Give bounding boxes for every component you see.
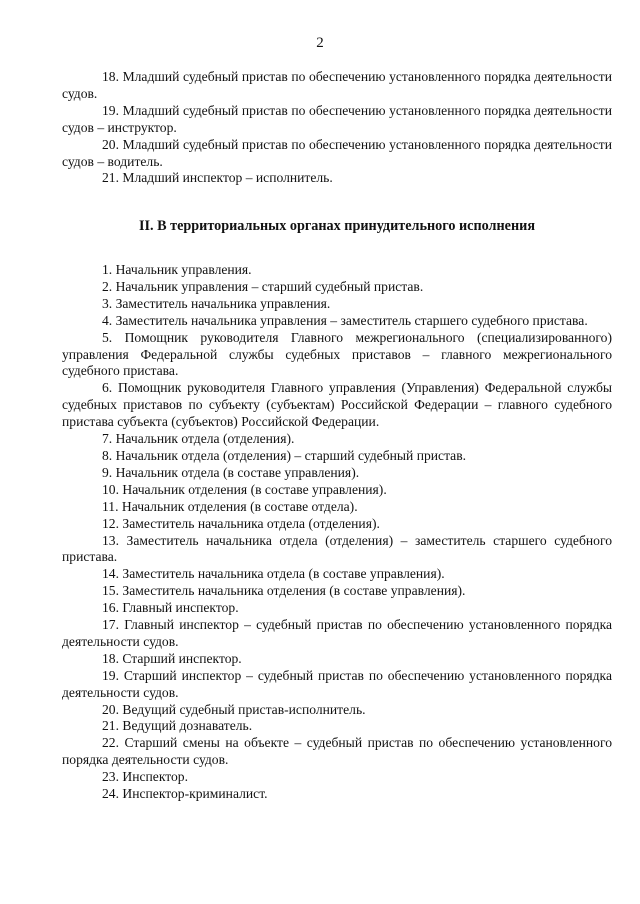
list-item: 23. Инспектор. [102,769,189,785]
page-number: 2 [316,35,324,51]
list-item: 6. Помощник руководителя Главного управления (Управления) Федеральной службы судебных приставов по субъекту (субъектам) Российской Федерации – главного судебного пристава субъекта (субъектов) Российской Федерации. [62,380,612,430]
list-item: 24. Инспектор-криминалист. [102,786,268,802]
list-item: 14. Заместитель начальника отдела (в составе управления). [102,566,445,582]
list-item: 5. Помощник руководителя Главного межрегионального (специализированного) управления Федеральной службы судебных приставов – главного межрегионального судебного пристава. [62,329,612,379]
list-item: 22. Старший смены на объекте – судебный пристав по обеспечению установленного порядка деятельности судов. [62,735,612,768]
list-item: 21. Ведущий дознаватель. [102,718,253,734]
list-item: 3. Заместитель начальника управления. [102,295,331,311]
list-item: 13. Заместитель начальника отдела (отделения) – заместитель старшего судебного пристава. [62,532,612,565]
list-item: 18. Старший инспектор. [102,650,242,666]
list-item: 18. Младший судебный пристав по обеспечению установленного порядка деятельности судов. [62,69,612,101]
list-item: 10. Начальник отделения (в составе управления). [102,481,387,497]
list-item: 12. Заместитель начальника отдела (отделения). [102,515,380,531]
list-item: 16. Главный инспектор. [102,600,239,616]
list-item: 11. Начальник отделения (в составе отдела). [102,498,358,514]
list-item: 21. Младший инспектор – исполнитель. [102,170,333,186]
list-item: 2. Начальник управления – старший судебный пристав. [102,278,424,294]
list-item: 8. Начальник отдела (отделения) – старший судебный пристав. [102,447,467,463]
list-item: 1. Начальник управления. [102,262,252,277]
list-item: 9. Начальник отдела (в составе управления). [102,464,360,480]
section-heading: II. В территориальных органах принудительного исполнения [138,218,535,234]
list-item: 19. Старший инспектор – судебный пристав по обеспечению установленного порядка деятельности судов. [62,667,612,700]
list-item: 20. Ведущий судебный пристав-исполнитель. [102,701,366,717]
list-item: 7. Начальник отдела (отделения). [102,431,295,447]
list-item: 19. Младший судебный пристав по обеспечению установленного порядка деятельности судов – инструктор. [62,102,612,135]
list-item: 15. Заместитель начальника отделения (в составе управления). [102,583,466,599]
section-a-list [62,69,612,187]
list-item: 20. Младший судебный пристав по обеспечению установленного порядка деятельности судов – водитель. [62,136,612,169]
list-item: 17. Главный инспектор – судебный пристав по обеспечению установленного порядка деятельности судов. [62,617,612,649]
section-b-list [62,262,612,803]
list-item: 4. Заместитель начальника управления – заместитель старшего судебного пристава. [102,312,588,328]
